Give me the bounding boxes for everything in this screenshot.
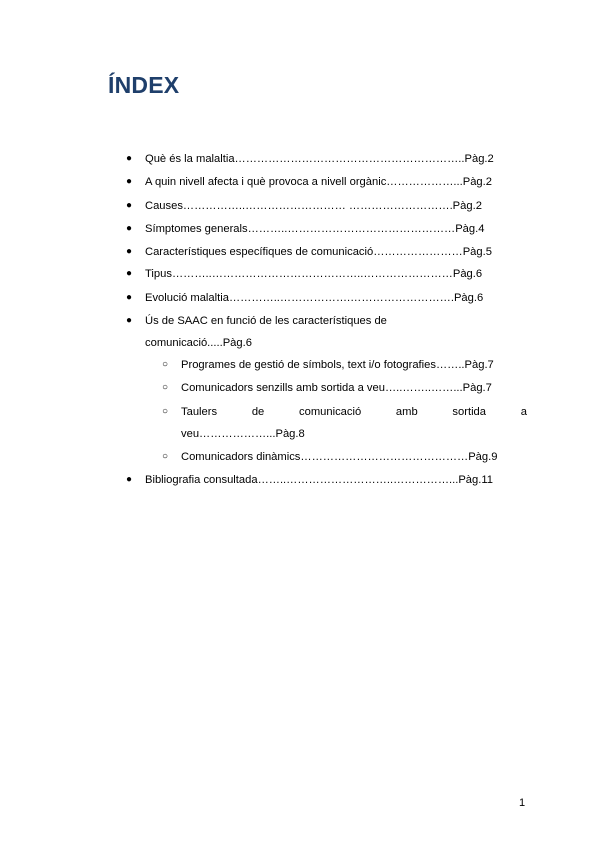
toc-entry-caracteristiques: Característiques específiques de comunicació……………………Pàg.5 xyxy=(145,246,492,258)
toc-entry-que-es: Què és la malaltia……………………………………………………..Pàg.2 xyxy=(145,153,494,165)
bullet-icon: ● xyxy=(126,223,133,234)
bullet-icon: ● xyxy=(126,474,133,485)
bullet-icon: ● xyxy=(126,292,133,303)
bullet-icon: ● xyxy=(126,268,133,279)
toc-entry-bibliografia: Bibliografia consultada……..………………………..……………...Pàg.11 xyxy=(145,474,493,486)
toc-entry-saac-continued: comunicació.....Pàg.6 xyxy=(145,337,252,349)
toc-entry-simptomes: Símptomes generals………..………………………………………Pàg.4 xyxy=(145,223,485,235)
toc-subentry-taulers-word: sortida xyxy=(452,406,487,418)
toc-subentry-taulers-word: a xyxy=(520,406,527,418)
bullet-icon: ● xyxy=(126,315,133,326)
toc-subentry-taulers-word: amb xyxy=(395,406,418,418)
toc-subentry-comunicadors-senzills: Comunicadors senzills amb sortida a veu…..……..……...Pàg.7 xyxy=(181,382,492,394)
sub-bullet-icon: ○ xyxy=(162,359,169,370)
sub-bullet-icon: ○ xyxy=(162,406,169,417)
page-title: ÍNDEX xyxy=(108,72,180,98)
sub-bullet-icon: ○ xyxy=(162,382,169,393)
toc-subentry-taulers-word: Taulers xyxy=(181,406,218,418)
page-number: 1 xyxy=(519,797,526,809)
toc-subentry-taulers xyxy=(181,405,527,419)
toc-entry-evolucio: Evolució malaltia…………..……………….……………………….Pàg.6 xyxy=(145,292,484,304)
toc-entry-tipus: Tipus………..…………………………………..……………………Pàg.6 xyxy=(145,268,483,280)
toc-subentry-taulers-word: de xyxy=(251,406,265,418)
bullet-icon: ● xyxy=(126,200,133,211)
toc-entry-causes: Causes……………..……………………… ……………………….Pàg.2 xyxy=(145,200,482,212)
bullet-icon: ● xyxy=(126,176,133,187)
toc-entry-nivell: A quin nivell afecta i què provoca a nivell orgànic………………...Pàg.2 xyxy=(145,176,492,188)
sub-bullet-icon: ○ xyxy=(162,451,169,462)
toc-subentry-programes: Programes de gestió de símbols, text i/o fotografies……..Pàg.7 xyxy=(181,359,494,371)
toc-subentry-taulers-continued: veu………………...Pàg.8 xyxy=(181,428,305,440)
toc-subentry-taulers-word: comunicació xyxy=(299,406,362,418)
toc-subentry-comunicadors-dinamics: Comunicadors dinàmics………………………………………Pàg.9 xyxy=(181,451,498,463)
bullet-icon: ● xyxy=(126,246,133,257)
toc-entry-saac: Ús de SAAC en funció de les característiques de xyxy=(145,315,387,327)
bullet-icon: ● xyxy=(126,153,133,164)
